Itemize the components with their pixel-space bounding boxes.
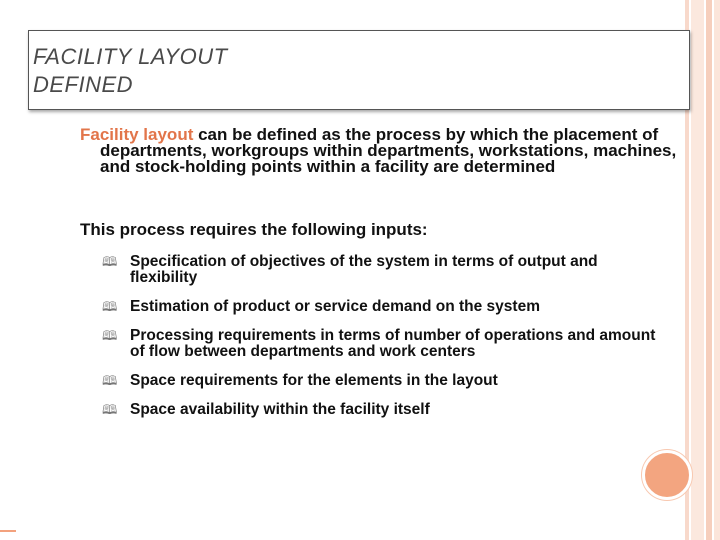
list-item-text: Estimation of product or service demand on the system bbox=[130, 298, 540, 315]
list-item bbox=[102, 254, 662, 286]
book-icon: 🕮 bbox=[102, 402, 118, 417]
book-icon: 🕮 bbox=[102, 254, 118, 269]
book-icon: 🕮 bbox=[102, 373, 118, 388]
stripe bbox=[714, 0, 720, 540]
decorative-line bbox=[0, 530, 16, 532]
list-item-text: Specification of objectives of the system in terms of output and flexibility bbox=[130, 253, 598, 286]
decorative-circle bbox=[642, 450, 692, 500]
stripe bbox=[706, 0, 712, 540]
decorative-stripes bbox=[685, 0, 720, 540]
stripe bbox=[691, 0, 704, 540]
inputs-heading: This process requires the following inputs: bbox=[80, 220, 428, 239]
title-box bbox=[28, 30, 690, 110]
intro-text: can be defined as the process by which the placement of departments, workgroups within departments, workstations, machines, and stock-holding points within a facility are determined bbox=[100, 125, 677, 176]
list-item bbox=[102, 373, 662, 389]
intro-paragraph bbox=[80, 127, 690, 175]
inputs-list bbox=[102, 254, 662, 431]
list-item-text: Space requirements for the elements in the layout bbox=[130, 372, 498, 389]
book-icon: 🕮 bbox=[102, 299, 118, 314]
list-item bbox=[102, 328, 662, 360]
list-item bbox=[102, 299, 662, 315]
book-icon: 🕮 bbox=[102, 328, 118, 343]
list-item bbox=[102, 402, 662, 418]
intro-highlight: Facility layout bbox=[80, 125, 194, 144]
list-item-text: Processing requirements in terms of number of operations and amount of flow between departments and work centers bbox=[130, 327, 656, 360]
slide-title: FACILITY LAYOUT DEFINED bbox=[33, 44, 228, 97]
list-item-text: Space availability within the facility itself bbox=[130, 401, 430, 418]
